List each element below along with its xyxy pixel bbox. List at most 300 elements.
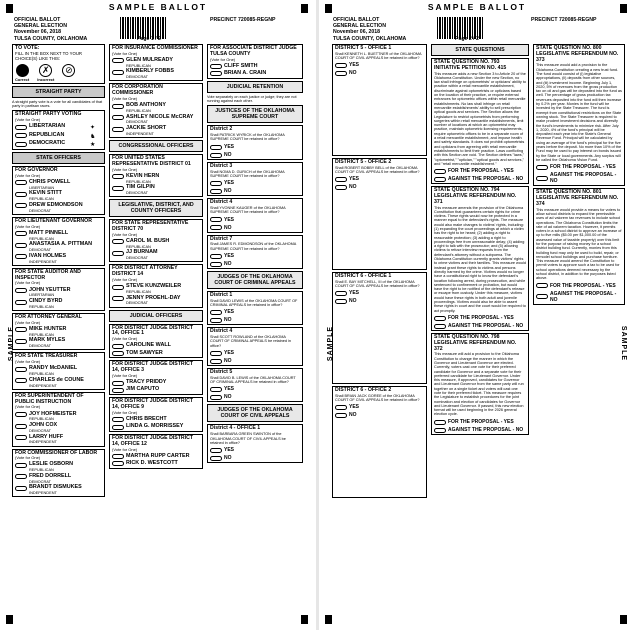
contest bbox=[109, 434, 203, 469]
candidate-option[interactable] bbox=[112, 115, 200, 125]
vote-oval[interactable] bbox=[335, 63, 347, 68]
candidate-info bbox=[126, 115, 193, 125]
column-2 bbox=[431, 44, 529, 437]
vote-oval[interactable] bbox=[335, 299, 347, 304]
candidate-name: BRANDT DISMUKES bbox=[29, 484, 82, 491]
candidate-info bbox=[126, 185, 155, 195]
candidate-option[interactable] bbox=[112, 380, 200, 386]
vote-oval[interactable] bbox=[210, 145, 222, 150]
vote-oval[interactable] bbox=[335, 413, 347, 418]
candidate-name: BOB ANTHONY bbox=[126, 102, 166, 109]
candidate-party: DEMOCRAT bbox=[29, 478, 51, 484]
vote-for-label: (Vote for One) bbox=[112, 166, 138, 172]
candidate-name: LESLIE OSBORN bbox=[29, 461, 74, 468]
vote-oval[interactable] bbox=[210, 387, 222, 392]
candidate-option[interactable] bbox=[15, 435, 102, 445]
vote-oval[interactable] bbox=[15, 486, 27, 491]
vote-oval[interactable] bbox=[434, 420, 446, 425]
vote-oval[interactable] bbox=[15, 288, 27, 293]
section-congressional: CONGRESSIONAL OFFICERS bbox=[109, 140, 203, 152]
vote-oval[interactable] bbox=[210, 318, 222, 323]
vote-for-label: (Vote for One) bbox=[112, 277, 138, 283]
yes-label: YES bbox=[224, 386, 235, 393]
candidate-option[interactable] bbox=[15, 423, 102, 433]
candidate-option[interactable] bbox=[112, 454, 200, 460]
candidate-option[interactable] bbox=[15, 203, 102, 213]
no-option[interactable] bbox=[210, 188, 300, 194]
candidate-option[interactable] bbox=[15, 254, 102, 264]
sample-side-label: SAMPLE bbox=[8, 325, 16, 362]
vote-oval[interactable] bbox=[210, 189, 222, 194]
retention-list bbox=[332, 44, 427, 498]
candidate-party: REPUBLICAN bbox=[29, 303, 54, 309]
timing-mark bbox=[301, 615, 308, 624]
candidate-name: JOY HOFMEISTER bbox=[29, 410, 77, 417]
candidate-party: REPUBLICAN bbox=[29, 196, 54, 202]
candidate-option[interactable] bbox=[15, 242, 102, 252]
candidate-name: KIMBERLY FOBBS bbox=[126, 68, 174, 75]
question-text: This measure amends the provision of the Oklahoma Constitution that guarantees certain rights for crime victims. These rights would now be protected in a manner equal to the defendant's rights. The measure would also make changes to victims' rights, including: (1) expanding the court proceedings at which a victim has the right to be heard; (2) adding a right to reasonable protection; (3) adding a right to proceedings free from unreasonable delay; (4) adding a right to talk with the prosecutor; and (5) allowing victims to refuse interview requests from the defendant's attorney without a subpoena. The Oklahoma Constitution currently grants victims' rights to crime victims and their families. This measure would instead grant these rights to victims and persons directly harmed by the crime. Victims would no longer have a constitutional right to know the defendant's location following arrest, during prosecution, and while sentenced to confinement or probation, but would have the right to be notified of the defendant's release or escape from custody. Under this measure, victims would have these rights in both adult and juvenile proceedings. Victims would also be able to assert these rights in court and the court would be required to act promptly. bbox=[434, 205, 526, 313]
vote-oval[interactable] bbox=[15, 300, 27, 305]
no-label: NO bbox=[224, 455, 232, 462]
retention-question: Shall SCOTT ROWLAND of the OKLAHOMA COURT OF CRIMINAL APPEALS be retained in office? bbox=[210, 335, 291, 348]
yes-option[interactable] bbox=[335, 290, 424, 296]
contest-title: FOR STATE AUDITOR AND INSPECTOR bbox=[15, 268, 81, 281]
candidate-option[interactable] bbox=[15, 474, 102, 484]
timing-mark bbox=[325, 4, 332, 13]
vote-oval[interactable] bbox=[112, 127, 124, 132]
candidate-option[interactable] bbox=[112, 174, 200, 184]
candidate-party: REPUBLICAN bbox=[29, 331, 54, 337]
vote-oval[interactable] bbox=[335, 177, 347, 182]
filled-oval-icon bbox=[16, 64, 29, 77]
retention-question: Shall ROBERT BOBBY BELL of the OKLAHOMA COURT OF CIVIL APPEALS be retained in office? bbox=[335, 165, 420, 175]
vote-oval[interactable] bbox=[434, 169, 446, 174]
vote-oval[interactable] bbox=[15, 180, 27, 185]
no-option[interactable] bbox=[210, 225, 300, 231]
vote-oval[interactable] bbox=[112, 381, 124, 386]
vote-oval[interactable] bbox=[112, 285, 124, 290]
candidate-info bbox=[29, 288, 71, 298]
candidate-party: DEMOCRAT bbox=[126, 300, 148, 306]
contest-title: FOR INSURANCE COMMISSIONER bbox=[112, 45, 198, 51]
candidate-option[interactable] bbox=[15, 485, 102, 495]
vote-oval[interactable] bbox=[15, 133, 27, 138]
ballot-title: SAMPLE BALLOT bbox=[427, 2, 527, 12]
candidate-option[interactable] bbox=[15, 299, 102, 309]
party-option[interactable]: LIBERTARIAN ✦ bbox=[15, 124, 102, 131]
vote-oval[interactable] bbox=[335, 185, 347, 190]
vote-oval[interactable] bbox=[210, 310, 222, 315]
yes-option[interactable] bbox=[335, 176, 424, 182]
question-text: This measure would provide a means for voters to allow school districts to expand the permissible uses of ad valorem tax revenues to include school operations. The Oklahoma Constitution limits the rate of ad valorem taxation. However, it permits voters in a school district to approve an increase of up to five mills ($5.00 per $1,000.00 of the assessed value of taxable property) over this limit for the purpose of raising money for a school district building fund. Currently, monies from this building fund may only be used to build, repair, or remodel school buildings and purchase furniture. This measure would amend the Constitution to permit voters to approve such a tax to be used for school operations deemed necessary by the school district, in addition to the purposes listed above. bbox=[536, 207, 622, 281]
yes-option[interactable] bbox=[210, 309, 300, 315]
candidate-name: FRED DORRELL bbox=[29, 472, 72, 479]
against-proposal-label: AGAINST THE PROPOSAL - NO bbox=[550, 172, 617, 185]
candidate-option[interactable] bbox=[112, 351, 200, 357]
candidate-option[interactable] bbox=[112, 284, 200, 294]
candidate-party: INDEPENDENT bbox=[29, 382, 57, 388]
against-proposal-label: AGAINST THE PROPOSAL - NO bbox=[448, 426, 524, 433]
candidate-party: REPUBLICAN bbox=[29, 371, 54, 377]
against-proposal-option[interactable] bbox=[434, 427, 526, 433]
candidate-option[interactable] bbox=[112, 58, 200, 68]
yes-option[interactable] bbox=[335, 404, 424, 410]
vote-oval[interactable] bbox=[434, 428, 446, 433]
for-proposal-option[interactable] bbox=[434, 419, 526, 425]
contest bbox=[109, 360, 203, 395]
vote-oval[interactable] bbox=[15, 424, 27, 429]
candidate-party: REPUBLICAN bbox=[29, 235, 54, 241]
ballot-header: OFFICIAL BALLOT GENERAL ELECTION November 06, 2018 TULSA COUNTY, OKLAHOMA bbox=[333, 17, 407, 42]
timing-mark bbox=[6, 4, 13, 13]
for-proposal-option[interactable] bbox=[434, 315, 526, 321]
retention-district: DISTRICT 5 - OFFICE 1 bbox=[335, 45, 392, 51]
candidate-name: ANASTASIA A. PITTMAN bbox=[29, 241, 92, 248]
vote-oval[interactable] bbox=[15, 435, 27, 440]
vote-oval[interactable] bbox=[15, 203, 27, 208]
candidate-option[interactable] bbox=[15, 180, 102, 190]
vote-oval[interactable] bbox=[210, 254, 222, 259]
candidate-name: MIKE HUNTER bbox=[29, 325, 67, 332]
candidate-option[interactable] bbox=[15, 191, 102, 201]
vote-oval[interactable] bbox=[210, 71, 222, 76]
vote-oval[interactable] bbox=[335, 291, 347, 296]
no-option[interactable] bbox=[210, 455, 300, 461]
contest-title: FOR ATTORNEY GENERAL bbox=[15, 314, 82, 321]
timing-mark bbox=[6, 615, 13, 624]
vote-oval[interactable] bbox=[15, 339, 27, 344]
for-proposal-option[interactable] bbox=[536, 283, 622, 289]
question-title: STATE QUESTION NO. 800 LEGISLATIVE REFERENDUM NO. 373 bbox=[536, 45, 619, 63]
candidate-name: CHARLES de COUNE bbox=[29, 376, 84, 383]
candidate-option[interactable] bbox=[15, 338, 102, 348]
candidate-info bbox=[29, 338, 65, 348]
vote-for-label: (Vote for One) bbox=[112, 446, 138, 452]
candidate-party: INDEPENDENT bbox=[29, 439, 57, 445]
vote-for-label: (Vote for One) bbox=[210, 56, 236, 62]
section-criminal-appeals: JUDGES OF THE OKLAHOMA COURT OF CRIMINAL APPEALS bbox=[207, 271, 303, 289]
vote-oval[interactable] bbox=[536, 176, 548, 181]
retention-contest bbox=[207, 125, 303, 159]
candidate-info bbox=[126, 69, 174, 79]
elephant-icon: ♞ bbox=[90, 133, 96, 140]
retention-contest bbox=[207, 327, 303, 366]
candidate-option[interactable] bbox=[15, 366, 102, 376]
vote-oval[interactable] bbox=[210, 262, 222, 267]
candidate-info bbox=[126, 103, 166, 113]
against-proposal-option[interactable] bbox=[536, 172, 622, 184]
yes-option[interactable] bbox=[210, 144, 300, 150]
vote-for-label: (Vote for One) bbox=[15, 404, 41, 410]
candidate-party: REPUBLICAN bbox=[126, 288, 151, 294]
against-proposal-option[interactable] bbox=[434, 323, 526, 329]
candidate-option[interactable] bbox=[210, 64, 300, 70]
vote-oval[interactable] bbox=[434, 324, 446, 329]
candidate-party: DEMOCRAT bbox=[126, 119, 148, 125]
state-question bbox=[533, 188, 625, 304]
vote-oval[interactable] bbox=[15, 412, 27, 417]
party-option[interactable]: DEMOCRATIC ★ bbox=[15, 141, 102, 148]
candidate-info bbox=[29, 435, 63, 445]
vote-for-label: (Vote for One) bbox=[15, 172, 41, 178]
vote-for-label: (Vote for One) bbox=[112, 409, 138, 415]
candidate-info bbox=[126, 417, 167, 423]
vote-oval[interactable] bbox=[112, 174, 124, 179]
no-label: NO bbox=[349, 184, 357, 191]
candidate-name: CHRIS BRECHT bbox=[126, 415, 167, 422]
candidate-party: DEMOCRAT bbox=[29, 427, 51, 433]
candidate-option[interactable] bbox=[15, 288, 102, 298]
candidate-party: DEMOCRAT bbox=[29, 207, 51, 213]
no-option[interactable] bbox=[210, 358, 300, 364]
candidate-party: REPUBLICAN bbox=[126, 62, 151, 68]
candidate-option[interactable] bbox=[112, 185, 200, 195]
column-1 bbox=[12, 44, 105, 499]
rooster-icon: ★ bbox=[90, 142, 96, 149]
candidate-party: REPUBLICAN bbox=[126, 107, 151, 113]
yes-label: YES bbox=[349, 290, 360, 297]
candidate-option[interactable] bbox=[112, 296, 200, 306]
vote-oval[interactable] bbox=[536, 294, 548, 299]
candidate-option[interactable] bbox=[112, 343, 200, 349]
candidate-option[interactable] bbox=[15, 378, 102, 388]
against-proposal-label: AGAINST THE PROPOSAL - NO bbox=[448, 322, 524, 329]
vote-oval[interactable] bbox=[15, 125, 27, 130]
section-straight-party: STRAIGHT PARTY bbox=[12, 86, 105, 98]
ballot-page-1 bbox=[0, 0, 316, 630]
vote-oval[interactable] bbox=[210, 448, 222, 453]
vote-oval[interactable] bbox=[15, 231, 27, 236]
yes-option[interactable] bbox=[210, 180, 300, 186]
candidate-info bbox=[29, 191, 62, 201]
timing-mark bbox=[301, 4, 308, 13]
contest-straight-party: STRAIGHT PARTY VOTING (Vote for One) LIBERTARIAN ✦ REPUBLICAN ♞ DEMOCRATIC ★ bbox=[12, 110, 105, 150]
vote-oval[interactable] bbox=[15, 378, 27, 383]
question-text: This measure would add a provision to the Oklahoma Constitution creating a new trust fund. The fund would consist of (i) legislative appropriations, (ii) deposits from other sources, and (iii) investment income. Beginning July 1, 2020, 5% of revenues from the gross production tax on oil and gas will be deposited into the fund as well. The percentage of gross production tax revenues deposited into the fund will then increase by 0.2% per year. Monies in the fund will be invested by the State Treasurer. The fund is exempt from constitutional restrictions on the State owning stock. The State Treasurer is required to make prudent investment decisions and diversify the fund's investments to minimize risk. After July 1, 2020, 4% of the fund's principal will be deposited each year into the State's General Revenue Fund. Principal will be calculated by using an average of the fund's principal for the five years before the deposit. No more than 10% of the Fund may be used to pay interest on bonds issued by the State or local governments. Any surplus will be called the Oklahoma Vision Fund. bbox=[536, 63, 622, 162]
section-civil-appeals: JUDGES OF THE OKLAHOMA COURT OF CIVIL APPEALS bbox=[207, 404, 303, 422]
timing-mark bbox=[325, 615, 332, 624]
vote-oval[interactable] bbox=[210, 181, 222, 186]
candidate-option[interactable] bbox=[112, 417, 200, 423]
yes-option[interactable] bbox=[210, 253, 300, 259]
yes-option[interactable] bbox=[335, 62, 424, 68]
no-label: NO bbox=[349, 70, 357, 77]
vote-for-label: (Vote for One) bbox=[15, 280, 41, 286]
vote-oval[interactable] bbox=[15, 474, 27, 479]
retention-contest bbox=[207, 368, 303, 402]
vote-oval[interactable] bbox=[434, 177, 446, 182]
timing-mark bbox=[620, 615, 627, 624]
contest-title: FOR DISTRICT JUDGE DISTRICT 14, OFFICE 12 bbox=[112, 434, 193, 447]
retention-question: Shall BRIAN JACK GOREE of the OKLAHOMA COURT OF CIVIL APPEALS be retained in office? bbox=[335, 393, 420, 403]
candidate-option[interactable] bbox=[112, 461, 200, 467]
vote-oval[interactable] bbox=[15, 367, 27, 372]
vote-oval[interactable] bbox=[210, 217, 222, 222]
candidate-party: DEMOCRAT bbox=[29, 343, 51, 349]
vote-oval[interactable] bbox=[15, 254, 27, 259]
candidate-name: CHRIS POWELL bbox=[29, 178, 71, 185]
vote-oval[interactable] bbox=[15, 463, 27, 468]
vote-oval[interactable] bbox=[210, 153, 222, 158]
candidate-name: KEVIN HERN bbox=[126, 172, 160, 179]
vote-oval[interactable] bbox=[210, 351, 222, 356]
candidate-name: JOHN COX bbox=[29, 422, 58, 429]
yes-option[interactable] bbox=[210, 350, 300, 356]
vote-oval[interactable] bbox=[112, 70, 124, 75]
candidate-option[interactable] bbox=[15, 327, 102, 337]
vote-oval[interactable] bbox=[112, 344, 124, 349]
question-text: This measure adds a new Section 3 to Article 20 of the Oklahoma Constitution. Under the new Section, no law shall infringe on optometrists' or opticians' ability to practice within a retail mercantile establishment, discriminate against optometrists or opticians based on the location of their practice, or require external entrances for optometric offices within retail mercantile establishments. No law shall infringe on retail mercantile establishments' ability to sell prescription optical goods and services. The Section allows the Legislature to restrict optometrists from performing surgeries within retail mercantile establishments, limit number of locations at which an optometrist may practice, maintain optometric licensing requirements, require optometric offices to be in a separate room of a retail mercantile establishment, and impose health and safety standards. It does not prohibit optometrists and opticians from agreeing with retail mercantile establishments to limit their practice. Laws conflicting with this Section are void. The Section defines "laws," "optometrist," "optician," "optical goods and services," and "retail mercantile establishment." bbox=[434, 71, 526, 166]
vote-oval[interactable] bbox=[434, 316, 446, 321]
no-option[interactable] bbox=[210, 394, 300, 400]
vote-oval[interactable] bbox=[112, 239, 124, 244]
candidate-info bbox=[29, 231, 68, 241]
retention-question: Shall NOMA D. GURICH of the OKLAHOMA SUPREME COURT be retained in office? bbox=[210, 169, 285, 178]
candidate-info bbox=[29, 254, 66, 264]
candidate-option[interactable] bbox=[112, 239, 200, 249]
vote-oval[interactable] bbox=[112, 454, 124, 459]
no-option[interactable] bbox=[335, 184, 424, 190]
vote-oval[interactable] bbox=[112, 351, 124, 356]
vote-oval[interactable] bbox=[112, 104, 124, 109]
no-option[interactable] bbox=[335, 412, 424, 418]
retention-district: District 3 bbox=[210, 162, 233, 169]
vote-oval[interactable] bbox=[112, 388, 124, 393]
contest-title: FOR DISTRICT JUDGE DISTRICT 14, OFFICE 9 bbox=[112, 398, 193, 410]
no-option[interactable] bbox=[335, 298, 424, 304]
against-proposal-option[interactable] bbox=[536, 291, 622, 303]
vote-for-label: (Vote for One) bbox=[15, 455, 41, 461]
contest bbox=[109, 397, 203, 432]
for-proposal-option[interactable] bbox=[536, 164, 622, 170]
party-option[interactable]: REPUBLICAN ♞ bbox=[15, 133, 102, 140]
question-list bbox=[533, 44, 625, 305]
yes-label: YES bbox=[224, 252, 235, 259]
retention-question: Shall KENNETH L. BUETTNER of the OKLAHOMA COURT OF CIVIL APPEALS be retained in office? bbox=[335, 51, 422, 61]
candidate-option[interactable] bbox=[112, 103, 200, 113]
vote-oval[interactable] bbox=[210, 456, 222, 461]
candidate-name: ASHLEY NICOLE McCRAY bbox=[126, 113, 194, 120]
candidate-info bbox=[126, 250, 157, 260]
voting-instructions: TO VOTE: FILL IN THE BOX NEXT TO YOUR CHOICE(S) LIKE THIS: Correct ✗ Incorrect ⊘ bbox=[12, 44, 105, 84]
candidate-name: GLEN MULREADY bbox=[126, 56, 174, 63]
vote-oval[interactable] bbox=[112, 186, 124, 191]
torch-icon: ✦ bbox=[90, 125, 96, 132]
for-proposal-option[interactable] bbox=[434, 168, 526, 174]
no-label: NO bbox=[224, 151, 232, 158]
candidate-option[interactable] bbox=[112, 69, 200, 79]
retention-district: District 4 - OFFICE 1 bbox=[210, 425, 261, 432]
candidate-party: LIBERTARIAN bbox=[29, 292, 55, 298]
candidate-name: IVAN HOLMES bbox=[29, 252, 67, 259]
question-list bbox=[431, 58, 529, 435]
candidate-option[interactable] bbox=[112, 126, 200, 136]
candidate-option[interactable] bbox=[112, 250, 200, 260]
retention-contest bbox=[332, 44, 427, 156]
no-option[interactable] bbox=[210, 152, 300, 158]
vote-for-label: (Vote for One) bbox=[112, 231, 138, 237]
contest-single bbox=[207, 44, 303, 79]
candidate-info bbox=[29, 366, 77, 376]
vote-oval[interactable] bbox=[15, 192, 27, 197]
yes-option[interactable] bbox=[210, 447, 300, 453]
candidate-option[interactable] bbox=[210, 71, 300, 77]
vote-oval[interactable] bbox=[15, 327, 27, 332]
contest-list bbox=[109, 219, 203, 307]
section-legislative: LEGISLATIVE, DISTRICT, AND COUNTY OFFICERS bbox=[109, 199, 203, 217]
yes-option[interactable] bbox=[210, 217, 300, 223]
retention-district: District 7 bbox=[210, 235, 233, 242]
vote-oval[interactable] bbox=[15, 243, 27, 248]
contest bbox=[109, 44, 203, 81]
retention-list bbox=[207, 291, 303, 402]
candidate-info bbox=[126, 343, 171, 349]
contest-title: FOR DISTRICT JUDGE DISTRICT 14, OFFICE 1 bbox=[112, 324, 193, 337]
candidate-info bbox=[126, 174, 159, 184]
candidate-info bbox=[224, 64, 258, 70]
vote-oval[interactable] bbox=[15, 142, 27, 147]
precinct-label: PRECINCT 720085-REGNP bbox=[531, 17, 597, 23]
page-number: Page 2 / 2 bbox=[455, 36, 479, 42]
contest-list bbox=[109, 154, 203, 197]
no-option[interactable] bbox=[210, 317, 300, 323]
vote-oval[interactable] bbox=[536, 165, 548, 170]
vote-oval[interactable] bbox=[210, 225, 222, 230]
contest-title: FOR STATE TREASURER bbox=[15, 353, 78, 360]
no-option[interactable] bbox=[335, 70, 424, 76]
vote-oval[interactable] bbox=[112, 58, 124, 63]
candidate-option[interactable] bbox=[112, 387, 200, 393]
candidate-info bbox=[126, 424, 183, 430]
vote-oval[interactable] bbox=[112, 417, 124, 422]
against-proposal-option[interactable] bbox=[434, 176, 526, 182]
candidate-party: REPUBLICAN bbox=[126, 178, 151, 184]
candidate-option[interactable] bbox=[15, 412, 102, 422]
no-label: NO bbox=[224, 394, 232, 401]
yes-option[interactable] bbox=[210, 386, 300, 392]
vote-oval[interactable] bbox=[112, 251, 124, 256]
candidate-name: MARK MYLES bbox=[29, 337, 66, 344]
candidate-name: TIM GILPIN bbox=[126, 184, 155, 191]
vote-oval[interactable] bbox=[112, 425, 124, 430]
no-option[interactable] bbox=[210, 261, 300, 267]
candidate-info bbox=[126, 351, 163, 357]
column-3 bbox=[533, 44, 625, 307]
candidate-info bbox=[29, 423, 57, 433]
vote-oval[interactable] bbox=[536, 283, 548, 288]
vote-oval[interactable] bbox=[210, 64, 222, 69]
straight-party-note: A straight party vote is a vote for all candidates of that party in partisan races. bbox=[12, 99, 103, 108]
contest bbox=[109, 83, 203, 138]
candidate-option[interactable] bbox=[112, 424, 200, 430]
retention-question: Shall YVONNE KAUGER of the OKLAHOMA SUPREME COURT be retained in office? bbox=[210, 205, 286, 215]
candidate-option[interactable] bbox=[15, 231, 102, 241]
vote-for-label: (Vote for One) bbox=[112, 336, 138, 342]
candidate-info bbox=[29, 412, 77, 422]
vote-oval[interactable] bbox=[335, 71, 347, 76]
candidate-option[interactable] bbox=[15, 462, 102, 472]
vote-oval[interactable] bbox=[210, 395, 222, 400]
vote-oval[interactable] bbox=[112, 296, 124, 301]
vote-oval[interactable] bbox=[335, 405, 347, 410]
vote-oval[interactable] bbox=[112, 461, 124, 466]
candidate-info bbox=[126, 461, 178, 467]
vote-oval[interactable] bbox=[210, 359, 222, 364]
vote-oval[interactable] bbox=[112, 115, 124, 120]
contest bbox=[12, 166, 105, 215]
candidate-name: BRIAN A. CRAIN bbox=[224, 69, 267, 76]
